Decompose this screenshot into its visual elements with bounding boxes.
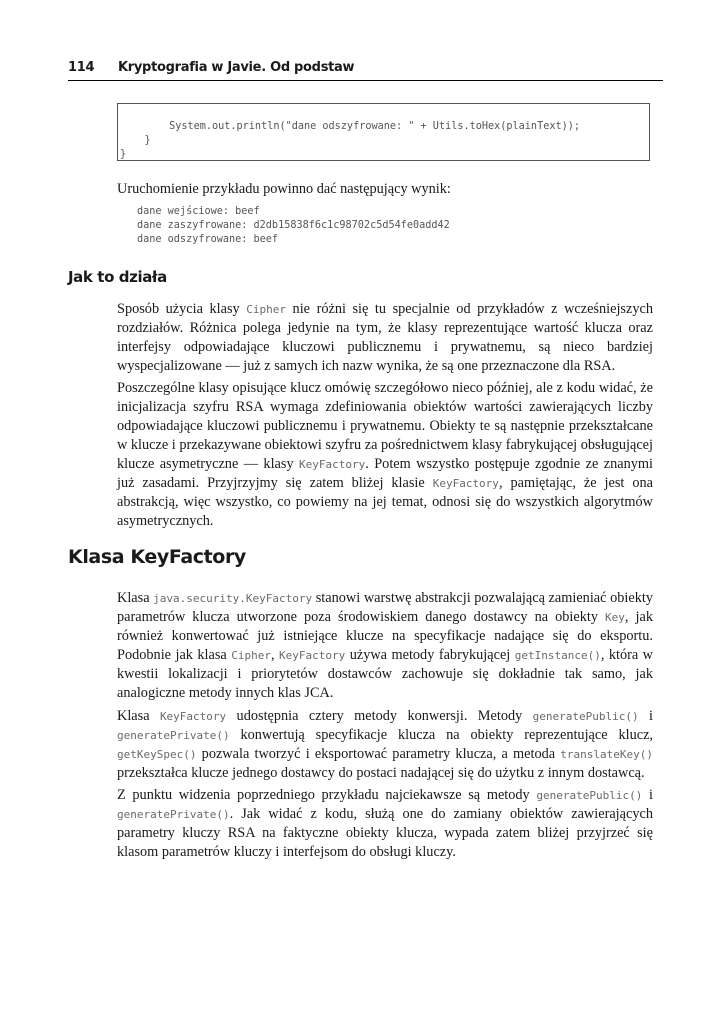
- paragraph: Sposób użycia klasy Cipher nie różni się tu specjalnie od przykładów z wcześniejszych rozdziałów. Różnica polega jedynie na tym, że klasy reprezentujące wartość klucza oraz interfejsy odpowiadające kluczowi publicznemu i prywatnemu, są nieco bardziej wyspecjalizowane — już z samych ich nazw wynika, że są one przeznaczone dla RSA.: [117, 301, 653, 374]
- intro-text: Uruchomienie przykładu powinno dać następujący wynik:: [117, 181, 451, 197]
- inline-code: getInstance(): [514, 649, 601, 662]
- inline-code: generatePublic(): [532, 710, 639, 723]
- output-line: dane odszyfrowane: beef: [137, 234, 279, 245]
- inline-code: KeyFactory: [432, 477, 499, 490]
- paragraph: Z punktu widzenia poprzedniego przykładu najciekawsze są metody generatePublic() i generatePrivate(). Jak widać z kodu, służą one do zamiany obiektów zawierających parametry kluczy RSA na faktyczne obiekty klucza, wypada zatem bliżej przyjrzeć się klasom parametrów kluczy i interfejsom do obsługi kluczy.: [117, 787, 654, 860]
- running-header: [68, 60, 663, 82]
- output-line: dane wejściowe: beef: [137, 206, 260, 217]
- inline-code: generatePrivate(): [117, 729, 230, 742]
- inline-code: getKeySpec(): [117, 748, 197, 761]
- output-line: dane zaszyfrowane: d2db15838f6c1c98702c5d54fe0add42: [137, 220, 450, 231]
- book-title: Kryptografia w Javie. Od podstaw: [118, 60, 355, 75]
- inline-code: translateKey(): [560, 748, 653, 761]
- paragraph: Klasa java.security.KeyFactory stanowi warstwę abstrakcji pozwalającą zamieniać obiekty parametrów klucza utworzone poza środowiskiem danego dostawcy na obiekty Key, jak również konwertować już istniejące klucze na specyfikacje nadające się do eksportu. Podobnie jak klasa Cipher, KeyFactory używa metody fabrykującej getInstance(), która w kwestii lokalizacji i priorytetów dostawców zachowuje się dokładnie tak samo, jak analogiczne metody innych klas JCA.: [117, 590, 653, 701]
- paragraph: Klasa KeyFactory udostępnia cztery metody konwersji. Metody generatePublic() i generatePrivate() konwertują specyfikacje klucza na obiekty reprezentujące klucz, getKeySpec() pozwala tworzyć i eksportować parametry klucza, a metoda translateKey() przekształca klucze jednego dostawcy do postaci nadającej się do użytku z innym dostawcą.: [117, 708, 653, 781]
- inline-code: Cipher: [246, 303, 286, 316]
- paragraph: Poszczególne klasy opisujące klucz omówię szczegółowo nieco później, ale z kodu widać, że inicjalizacja szyfru RSA wymaga zdefiniowania obiektów wartości zawierających liczby odpowiadające kluczowi publicznemu i prywatnemu. Obiekty te są następnie przekształcane w klucze i przekazywane obiektowi szyfru za pośrednictwem klasy fabrykującej obsługującej klucze asymetryczne — klasy KeyFactory. Potem wszystko postępuje zgodnie ze znanymi już zasadami. Przyjrzyjmy się zatem bliżej klasie KeyFactory, pamiętając, że jest ona abstrakcją, więc wszystko, co powiemy na jej temat, odnosi się do wszystkich algorytmów asymetrycznych.: [117, 380, 654, 529]
- inline-code: generatePrivate(): [117, 808, 230, 821]
- inline-code: KeyFactory: [299, 458, 366, 471]
- page-number: 114: [68, 60, 95, 75]
- code-line: }: [120, 149, 127, 160]
- code-line: System.out.println("dane odszyfrowane: " + Utils.toHex(plainText));: [120, 121, 581, 132]
- header-rule: [68, 80, 663, 81]
- code-block: [117, 103, 650, 161]
- section-heading-how-it-works: Jak to działa: [68, 268, 167, 286]
- section-heading-keyfactory: Klasa KeyFactory: [68, 546, 246, 568]
- code-line: }: [120, 135, 151, 146]
- inline-code: Key: [605, 611, 625, 624]
- inline-code: KeyFactory: [159, 710, 227, 723]
- inline-code: Cipher: [231, 649, 271, 662]
- inline-code: KeyFactory: [279, 649, 346, 662]
- inline-code: java.security.KeyFactory: [153, 592, 313, 605]
- inline-code: generatePublic(): [536, 789, 643, 802]
